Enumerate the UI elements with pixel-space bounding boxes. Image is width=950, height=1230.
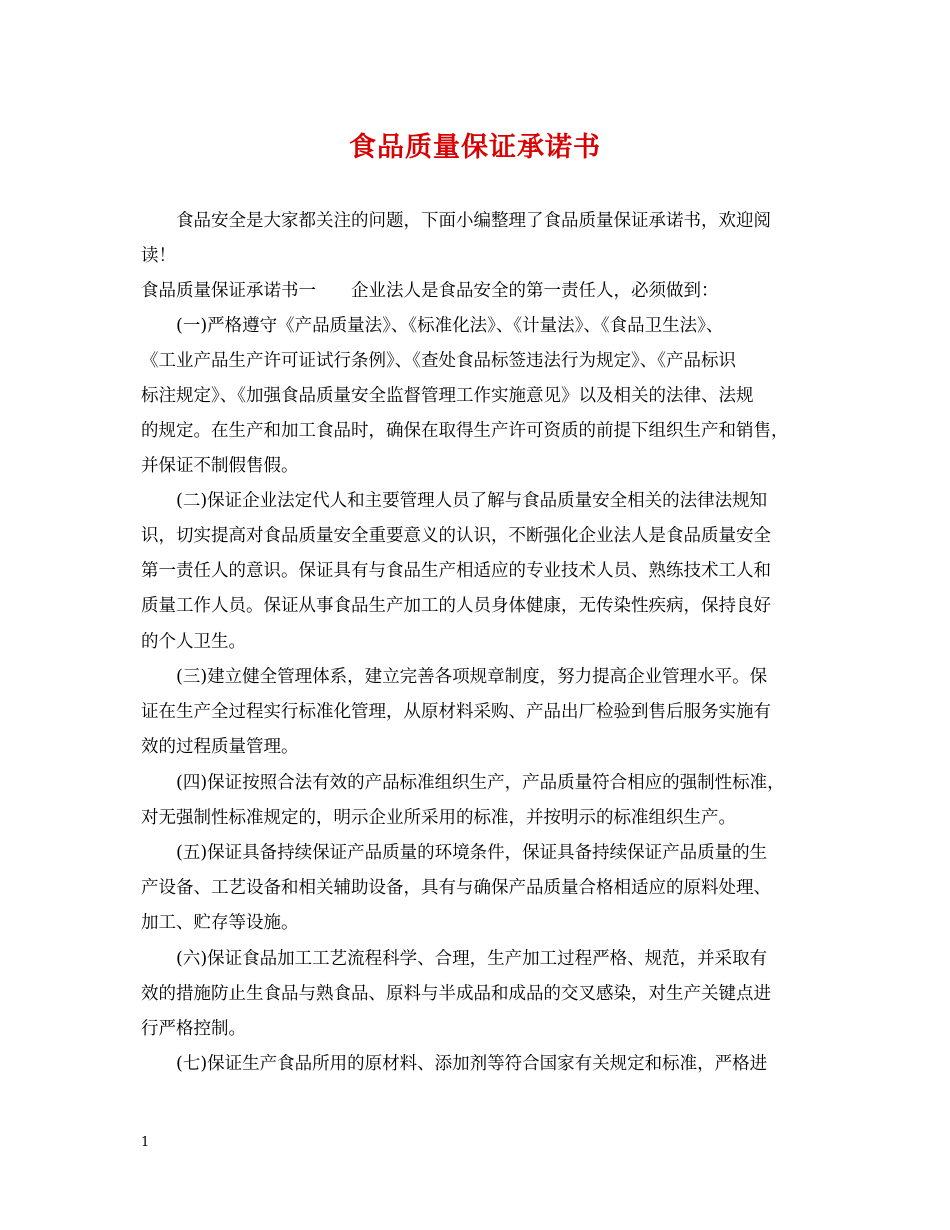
body-text-line: 的个人卫生。	[141, 632, 246, 652]
body-text-line: 证在生产全过程实行标准化管理，从原材料采购、产品出厂检验到售后服务实施有	[141, 702, 771, 722]
body-text-line: 并保证不制假售假。	[141, 456, 299, 476]
body-text-line: 质量工作人员。保证从事食品生产加工的人员身体健康，无传染性疾病，保持良好	[141, 596, 771, 616]
body-text-line: 标注规定》、《加强食品质量安全监督管理工作实施意见》以及相关的法律、法规	[141, 386, 754, 406]
body-text-line: 的规定。在生产和加工食品时，确保在取得生产许可资质的前提下组织生产和销售，	[141, 421, 789, 441]
body-text-line: 读！	[141, 246, 176, 266]
body-text-line: 食品安全是大家都关注的问题，下面小编整理了食品质量保证承诺书，欢迎阅	[141, 211, 771, 231]
body-text-line: 识，切实提高对食品质量安全重要意义的认识，不断强化企业法人是食品质量安全	[141, 526, 771, 546]
body-text-line: (四)保证按照合法有效的产品标准组织生产，产品质量符合相应的强制性标准，	[141, 773, 785, 793]
body-text-line: 第一责任人的意识。保证具有与食品生产相适应的专业技术人员、熟练技术工人和	[141, 561, 771, 581]
body-text-line: (五)保证具备持续保证产品质量的环境条件，保证具备持续保证产品质量的生	[141, 843, 768, 863]
body-text-line: (六)保证食品加工工艺流程科学、合理，生产加工过程严格、规范，并采取有	[141, 949, 768, 969]
body-text-line: (二)保证企业法定代人和主要管理人员了解与食品质量安全相关的法律法规知	[141, 491, 768, 511]
body-text-line: (一)严格遵守《产品质量法》、《标准化法》、《计量法》、《食品卫生法》、	[141, 316, 724, 336]
page-number: 1	[141, 1135, 150, 1150]
body-text-line: 加工、贮存等设施。	[141, 913, 299, 933]
body-text-line: 效的措施防止生食品与熟食品、原料与半成品和成品的交叉感染，对生产关键点进	[141, 984, 771, 1004]
body-text-line: 产设备、工艺设备和相关辅助设备，具有与确保产品质量合格相适应的原料处理、	[141, 878, 771, 898]
body-text-line: 对无强制性标准规定的，明示企业所采用的标准，并按明示的标准组织生产。	[141, 808, 736, 828]
body-text-line: 《工业产品生产许可证试行条例》、《查处食品标签违法行为规定》、《产品标识	[141, 351, 736, 371]
body-text-line: 行严格控制。	[141, 1019, 246, 1039]
body-text-line: (七)保证生产食品所用的原材料、添加剂等符合国家有关规定和标准，严格进	[141, 1054, 768, 1074]
body-text-line: (三)建立健全管理体系，建立完善各项规章制度，努力提高企业管理水平。保	[141, 667, 768, 687]
body-text-line: 效的过程质量管理。	[141, 737, 299, 757]
document-title: 食品质量保证承诺书	[349, 132, 601, 163]
body-text-line: 食品质量保证承诺书一 企业法人是食品安全的第一责任人，必须做到：	[141, 281, 719, 301]
